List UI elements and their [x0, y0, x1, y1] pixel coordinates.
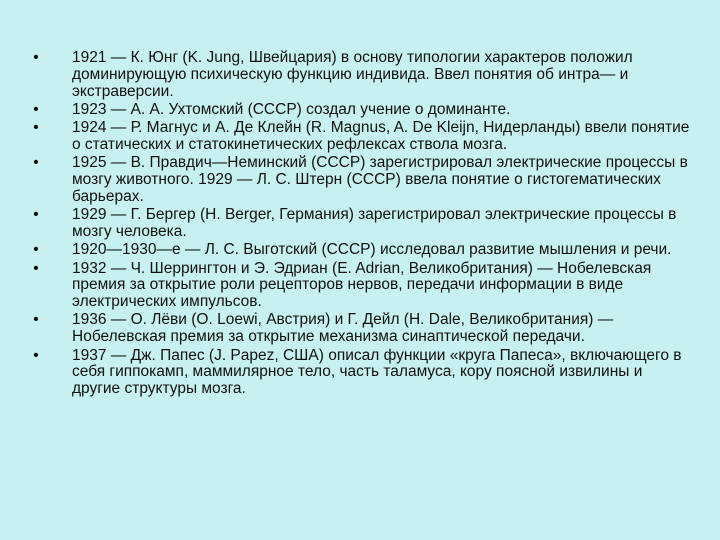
bullet-icon: • — [33, 206, 39, 224]
list-item-text: 1936 — О. Лёви (O. Loewi, Австрия) и Г. Дейл (H. Dale, Великобритания) — Нобелевская премия за открытие механизма синаптической передачи. — [72, 311, 614, 346]
bullet-icon: • — [33, 311, 39, 329]
bullet-icon: • — [33, 100, 39, 118]
list-item-text: 1920—1930—е — Л. С. Выготский (СССР) исследовал развитие мышления и речи. — [72, 241, 672, 259]
list-item — [30, 312, 690, 346]
list-item — [30, 155, 690, 205]
bullet-icon: • — [33, 346, 39, 364]
list-item — [30, 261, 690, 311]
list-item-text: 1923 — А. А. Ухтомский (СССР) создал учение о доминанте. — [72, 100, 511, 118]
list-item-text: 1925 — В. Правдич—Неминский (СССР) зарегистрировал электрические процессы в мозгу животного. 1929 — Л. С. Штерн (СССР) ввела понятие о гистогематических барьерах. — [72, 154, 688, 205]
list-item-text: 1929 — Г. Бергер (H. Berger, Германия) зарегистрировал электрические процессы в мозгу человека. — [72, 206, 677, 240]
bullet-icon: • — [33, 49, 39, 66]
list-item — [30, 120, 690, 154]
list-item-text: 1932 — Ч. Шеррингтон и Э. Эдриан (E. Adrian, Великобритания) — Нобелевская премия за открытие роли рецепторов нервов, передачи информации в виде электрических импульсов. — [72, 259, 652, 311]
bullet-icon: • — [33, 119, 39, 137]
bullet-icon: • — [33, 154, 39, 172]
list-item-text: 1924 — Р. Магнус и А. Де Клейн (R. Magnus, A. De Kleijn, Нидерланды) ввели понятие о статических и статокинетических рефлексах ствола мозга. — [72, 119, 690, 153]
list-item — [30, 207, 690, 241]
list-item — [30, 50, 690, 100]
list-item-text: 1937 — Дж. Папес (J. Papez, США) описал функции «круга Папеса», включающего в себя гиппокамп, маммилярное тело, часть таламуса, кору поясной извилины и другие структуры мозга. — [72, 346, 682, 398]
list-item — [30, 348, 690, 398]
bullet-icon: • — [33, 241, 39, 259]
list-item — [30, 242, 690, 259]
list-item-text: 1921 — К. Юнг (K. Jung, Швейцария) в основу типологии характеров положил доминирующую психическую функцию индивида. Ввел понятия об интра— и экстраверсии. — [72, 49, 633, 100]
bullet-icon: • — [33, 259, 39, 277]
list-item — [30, 102, 690, 119]
bullet-list — [30, 50, 690, 399]
